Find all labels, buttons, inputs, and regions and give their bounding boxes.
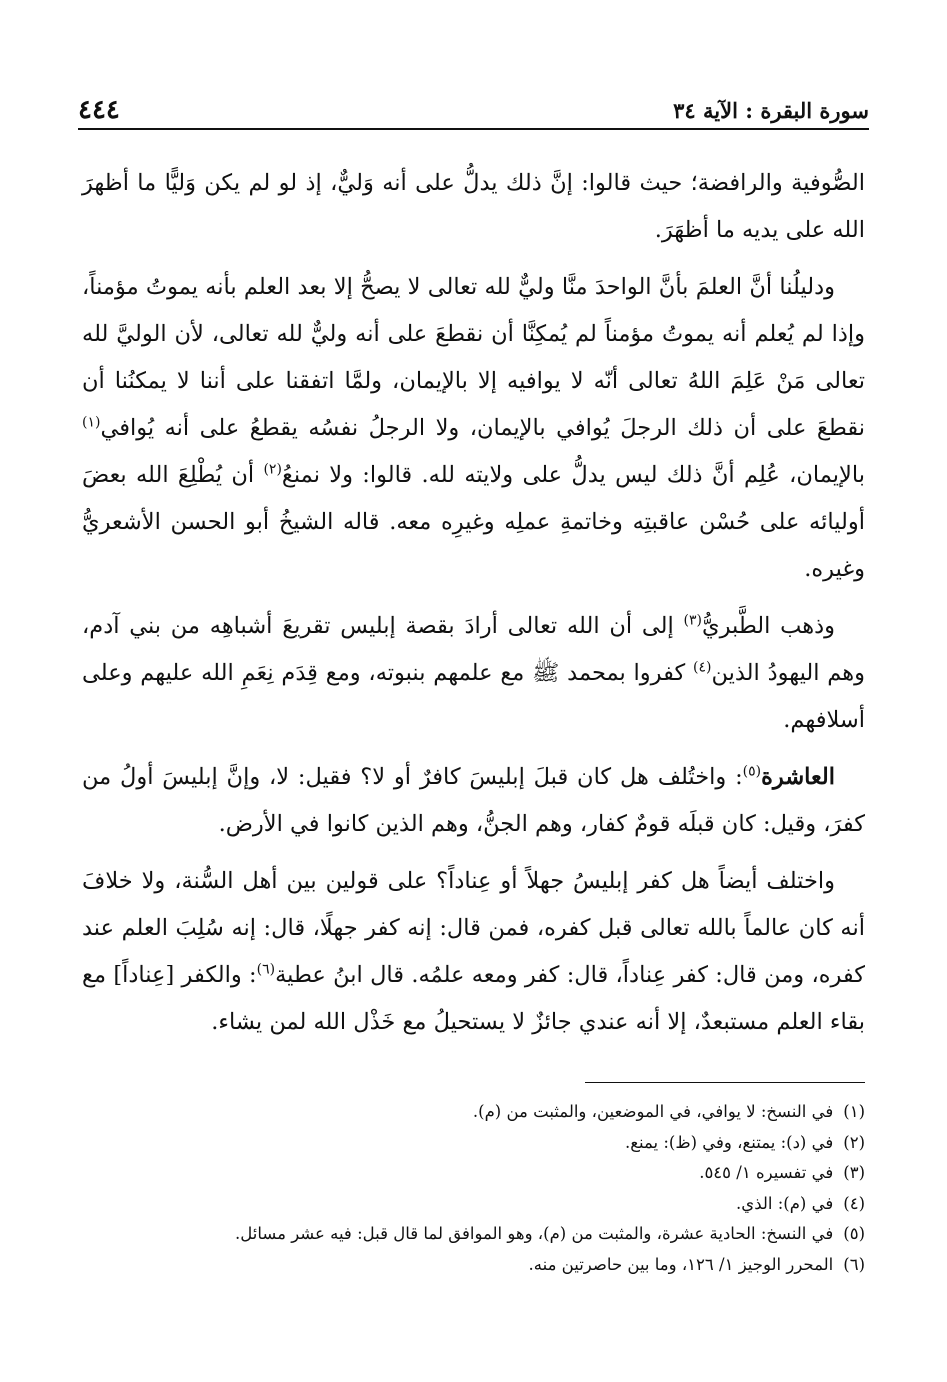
- footnote-item: [82, 1189, 865, 1220]
- footnote-divider: [585, 1082, 865, 1083]
- footnote-number: (٦): [843, 1254, 865, 1274]
- footnote-text: في تفسيره ١/ ٥٤٥.: [699, 1163, 834, 1182]
- paragraph-5-text-a: واختلف أيضاً هل كفر إبليسُ جهلاً أو عِناداً؟ على قولين بين أهل السُّنة، ولا خلافَ أنه كان عالماً بالله تعالى قبل كفره، فمن قال: إنه كفر جهلًا، قال: إنه سُلِبَ العلم عند كفره، ومن قال: كفر عِناداً، قال: كفر ومعه علمُه. قال ابنُ عطية: [82, 868, 866, 988]
- footnote-item: [82, 1250, 865, 1281]
- paragraph-3-text-c: كفروا بمحمد ﷺ مع علمهم بنبوته، ومع قِدَم نِعَمِ الله عليهم وعلى أسلافهم.: [82, 660, 865, 733]
- footnote-number: (٣): [843, 1163, 865, 1182]
- issue-heading: العاشرة: [761, 764, 835, 790]
- footnote-item: [82, 1128, 865, 1159]
- footnote-item: [82, 1219, 865, 1250]
- main-text: [82, 160, 865, 1056]
- paragraph-3-text-a: وذهب الطَّبريُّ: [702, 613, 836, 639]
- footnote-text: في النسخ: الحادية عشرة، والمثبت من (م)، وهو الموافق لما قال قبل: فيه عشر مسائل.: [235, 1224, 834, 1243]
- footnote-item: [82, 1158, 865, 1189]
- paragraph-2: [82, 264, 865, 593]
- footnotes: [82, 1097, 865, 1280]
- footnote-text: في (د): يمتنع، وفي (ظ): يمنع.: [624, 1132, 834, 1152]
- paragraph-5-text-b: : والكفر [عِناداً] مع بقاء العلم مستبعدٌ، إلا أنه عندي جائزٌ لا يستحيلُ مع خَذْل الله لمن يشاء.: [82, 962, 865, 1035]
- page-number: ٤٤٤: [78, 95, 120, 125]
- footnote-ref-4[interactable]: (٤): [693, 659, 712, 676]
- footnote-text: في (م): الذي.: [736, 1193, 834, 1213]
- paragraph-5: [82, 858, 865, 1046]
- footnote-ref-1[interactable]: (١): [82, 414, 101, 431]
- paragraph-2-text-c: أن يُطْلِعَ الله بعضَ أوليائه على حُسْن عاقبتِه وخاتمةِ عملِه وغيرِه معه. قاله الشيخُ أبو الحسن الأشعريُّ وغيره.: [82, 462, 865, 582]
- paragraph-3: [82, 603, 865, 744]
- footnote-ref-2[interactable]: (٢): [263, 461, 282, 478]
- footnote-number: (١): [843, 1102, 865, 1121]
- paragraph-2-text-a: ودليلُنا أنَّ العلمَ بأنَّ الواحدَ منَّا وليٌّ لله تعالى لا يصحُّ إلا بعد العلم بأنه يموتُ مؤمناً، وإذا لم يُعلم أنه يموتُ مؤمناً لم يُمكِنَّا أن نقطعَ على أنه وليٌّ لله تعالى، لأن الوليَّ لله تعالى مَنْ عَلِمَ اللهُ تعالى أنّه لا يوافيه إلا بالإيمان، ولمَّا اتفقنا على أننا لا يمكنُنا أن نقطعَ على أن ذلك الرجلَ يُوافي بالإيمان، ولا الرجلُ نفسُه يقطعُ على أنه يُوافي: [82, 274, 865, 441]
- paragraph-1: [82, 160, 865, 254]
- paragraph-1-text: الصُّوفية والرافضة؛ حيث قالوا: إنَّ ذلك يدلُّ على أنه وَليٌّ، إذ لو لم يكن وَليًّا ما أظهرَ الله على يديه ما أظهَرَ.: [82, 170, 865, 243]
- paragraph-2-text-b: بالإيمان، عُلِم أنَّ ذلك ليس يدلُّ على ولايته لله. قالوا: ولا نمنعُ: [281, 462, 865, 488]
- footnote-ref-5[interactable]: (٥): [742, 763, 762, 780]
- paragraph-4-text: : واختُلف هل كان قبلَ إبليسَ كافرٌ أو لا؟ فقيل: لا، وإنَّ إبليسَ أولُ من كفرَ، وقيل: كان قبلَه قومٌ كفار، وهم الجنُّ، وهم الذين كانوا في الأرض.: [82, 764, 865, 837]
- footnote-ref-3[interactable]: (٣): [683, 612, 703, 629]
- footnote-text: المحرر الوجيز ١/ ١٢٦، وما بين حاصرتين منه.: [528, 1254, 834, 1274]
- paragraph-4: [82, 754, 865, 848]
- footnote-number: (٥): [843, 1224, 865, 1243]
- footnote-item: [82, 1097, 865, 1128]
- running-header: [78, 92, 869, 130]
- footnote-text: في النسخ: لا يوافي، في الموضعين، والمثبت من (م).: [472, 1102, 834, 1121]
- footnote-number: (٢): [843, 1132, 865, 1152]
- surah-title: سورة البقرة : الآية ٣٤: [673, 97, 869, 123]
- footnote-ref-6[interactable]: (٦): [256, 961, 276, 978]
- paragraph-3-text-b: إلى أن الله تعالى أرادَ بقصة إبليس تقريعَ أشباهِه من بني آدم، وهم اليهودُ الذين: [82, 613, 866, 686]
- footnote-number: (٤): [843, 1193, 865, 1213]
